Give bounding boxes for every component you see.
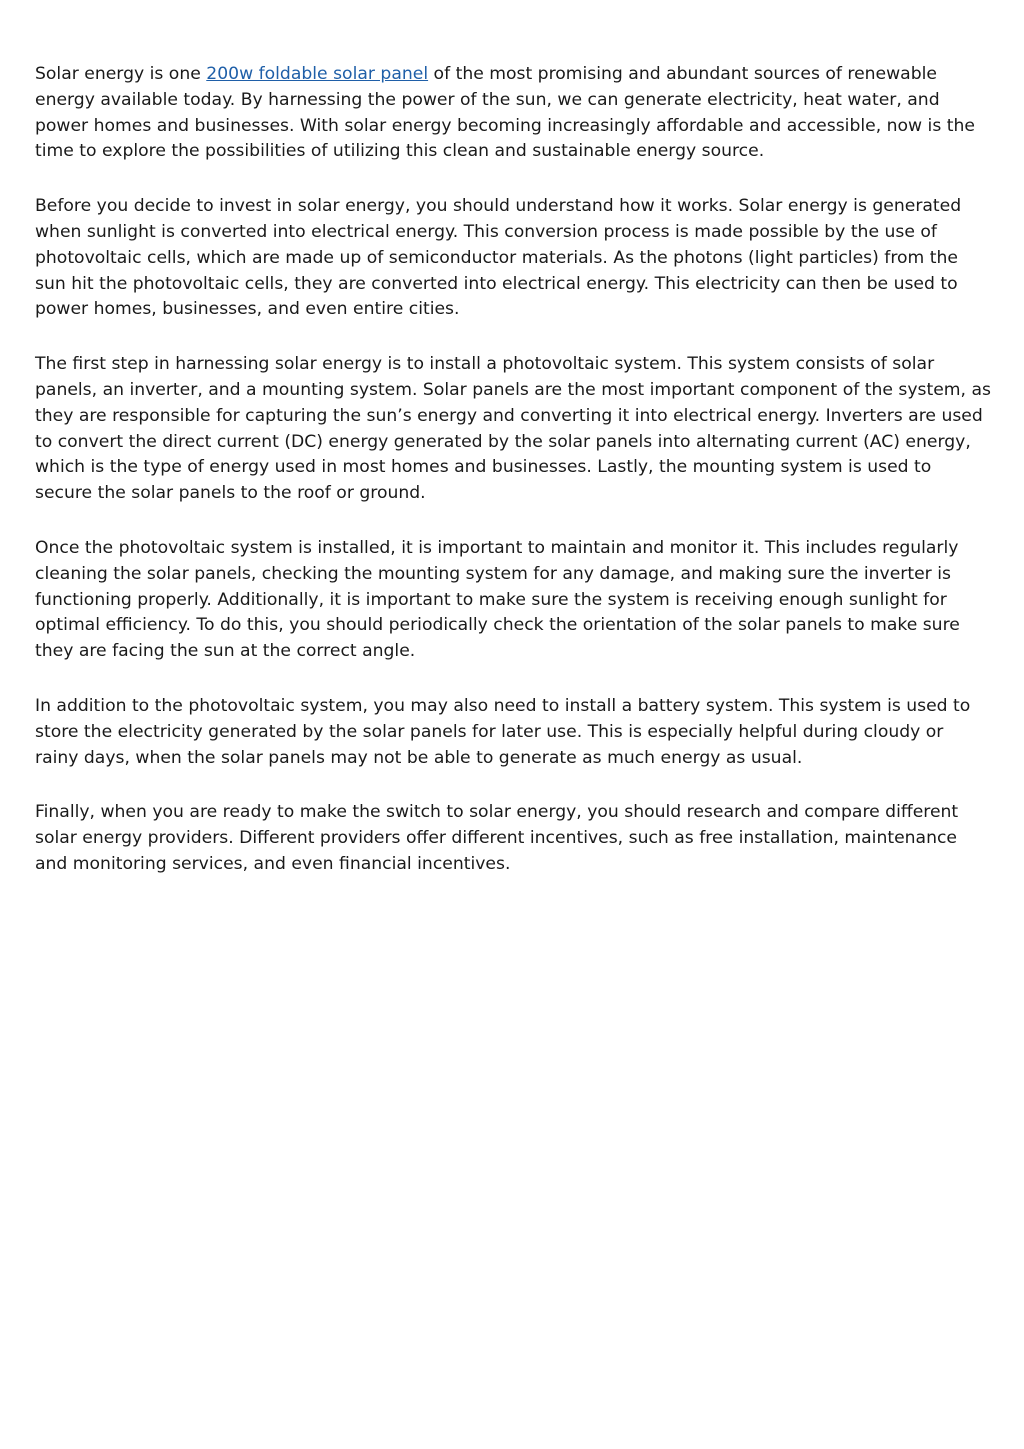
foldable-solar-panel-link[interactable]: 200w foldable solar panel — [206, 64, 429, 84]
paragraph-intro-lead: Solar energy is one — [35, 64, 207, 84]
paragraph-intro-rest: of the most promising and abundant sources of renewable energy available today. By harnessing the power of the sun, we can generate electricity, heat water, and power homes and businesses. With solar energy becoming increasingly affordable and accessible, now is the time to explore the possibilities of utilizing this clean and sustainable energy source. — [35, 64, 975, 162]
document-body — [35, 62, 991, 907]
paragraph-how-it-works: Before you decide to invest in solar energy, you should understand how it works. Solar energy is generated when sunlight is converted into electrical energy. This conversion process is made possible by the use of photovoltaic cells, which are made up of semiconductor materials. As the photons (light particles) from the sun hit the photovoltaic cells, they are converted into electrical energy. This electricity can then be used to power homes, businesses, and even entire cities. — [35, 196, 962, 320]
paragraph-providers: Finally, when you are ready to make the switch to solar energy, you should research and compare different solar energy providers. Different providers offer different incentives, such as free installation, maintenance and monitoring services, and even financial incentives. — [35, 802, 959, 874]
paragraph-intro — [35, 62, 991, 165]
paragraph-install-system: The first step in harnessing solar energy is to install a photovoltaic system. This system consists of solar panels, an inverter, and a mounting system. Solar panels are the most important component of the system, as they are responsible for capturing the sun’s energy and converting it into electrical energy. Inverters are used to convert the direct current (DC) energy generated by the solar panels into alternating current (AC) energy, which is the type of energy used in most homes and businesses. Lastly, the mounting system is used to secure the solar panels to the roof or ground. — [35, 354, 991, 504]
paragraph-battery: In addition to the photovoltaic system, you may also need to install a battery system. This system is used to store the electricity generated by the solar panels for later use. This is especially helpful during cloudy or rainy days, when the solar panels may not be able to generate as much energy as usual. — [35, 695, 971, 768]
paragraph-maintenance: Once the photovoltaic system is installed, it is important to maintain and monitor it. This includes regularly cleaning the solar panels, checking the mounting system for any damage, and making sure the inverter is functioning properly. Additionally, it is important to make sure the system is receiving enough sunlight for optimal efficiency. To do this, you should periodically check the orientation of the solar panels to make sure they are facing the sun at the correct angle. — [35, 537, 960, 662]
